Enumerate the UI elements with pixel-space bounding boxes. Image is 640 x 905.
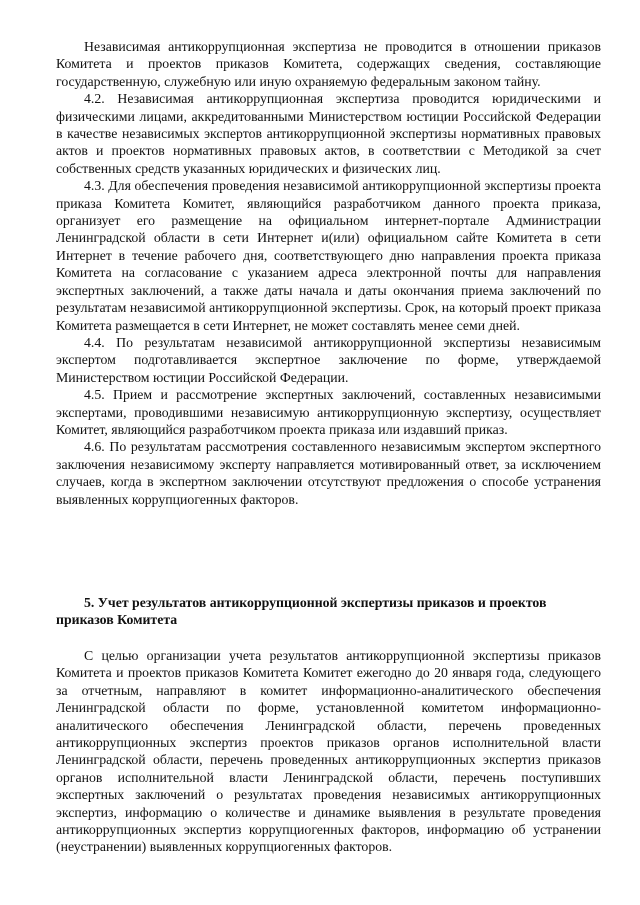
paragraph-4-6: 4.6. По результатам рассмотрения составленного независимым экспертом экспертного заключения независимому эксперту направляется мотивированный ответ, за исключением случаев, когда в экспертном заключении отсутствуют предложения о способе устранения выявленных коррупциогенных факторов. — [56, 439, 601, 507]
paragraph-exceptions: Независимая антикоррупционная экспертиза не проводится в отношении приказов Комитета и проектов приказов Комитета, содержащих сведения, составляющие государственную, служебную или иную охраняемую федеральным законом тайну. — [56, 39, 601, 89]
paragraph-4-5: 4.5. Прием и рассмотрение экспертных заключений, составленных независимыми экспертами, проводившими независимую антикоррупционную экспертизу, осуществляет Комитет, являющийся разработчиком проекта приказа или издавший приказ. — [56, 387, 601, 437]
paragraph-5-body: С целью организации учета результатов антикоррупционной экспертизы приказов Комитета и проектов приказов Комитета Комитет ежегодно до 20 января года, следующего за отчетным, направляют в комитет информационно-аналитического обеспечения Ленинградской области по форме, установленной комитетом информационно-аналитического обеспечения Ленинградской области, перечень проведенных антикоррупционных экспертиз проектов приказов органов исполнительной власти Ленинградской области, перечень проведенных антикоррупционных экспертиз приказов органов исполнительной власти Ленинградской области, перечень поступивших экспертных заключений о результатах проведения независимых антикоррупционных экспертиз, информацию о количестве и динамике выявления в результате проведения антикоррупционных экспертиз коррупциогенных факторов, информацию об устранении (неустранении) выявленных коррупциогенных факторов. — [56, 648, 601, 855]
section-5-heading: 5. Учет результатов антикоррупционной экспертизы приказов и проектов приказов Комитета — [56, 595, 547, 628]
paragraph-4-3: 4.3. Для обеспечения проведения независимой антикоррупционной экспертизы проекта приказа Комитета Комитет, являющийся разработчиком данного проекта приказа, организует его размещение на официальном интернет-портале Администрации Ленинградской области в сети Интернет и(или) официальном сайте Комитета в сети Интернет в течение рабочего дня, соответствующего дню направления проекта приказа Комитета на согласование с указанием адреса электронной почты для направления экспертных заключений, а также даты начала и даты окончания приема заключений по результатам независимой антикоррупционной экспертизы. Срок, на который проект приказа Комитета размещается в сети Интернет, не может составлять менее семи дней. — [56, 178, 601, 333]
section-4-text — [56, 38, 601, 508]
paragraph-4-2: 4.2. Независимая антикоррупционная экспертиза проводится юридическими и физическими лицами, аккредитованными Министерством юстиции Российской Федерации в качестве независимых экспертов антикоррупционной экспертизы нормативных правовых актов и проектов нормативных правовых актов, в соответствии с Методикой за счет собственных средств указанных юридических и физических лиц. — [56, 91, 601, 176]
paragraph-4-4: 4.4. По результатам независимой антикоррупционной экспертизы независимым экспертом подготавливается экспертное заключение по форме, утверждаемой Министерством юстиции Российской Федерации. — [56, 334, 601, 385]
section-5-text — [56, 647, 601, 856]
